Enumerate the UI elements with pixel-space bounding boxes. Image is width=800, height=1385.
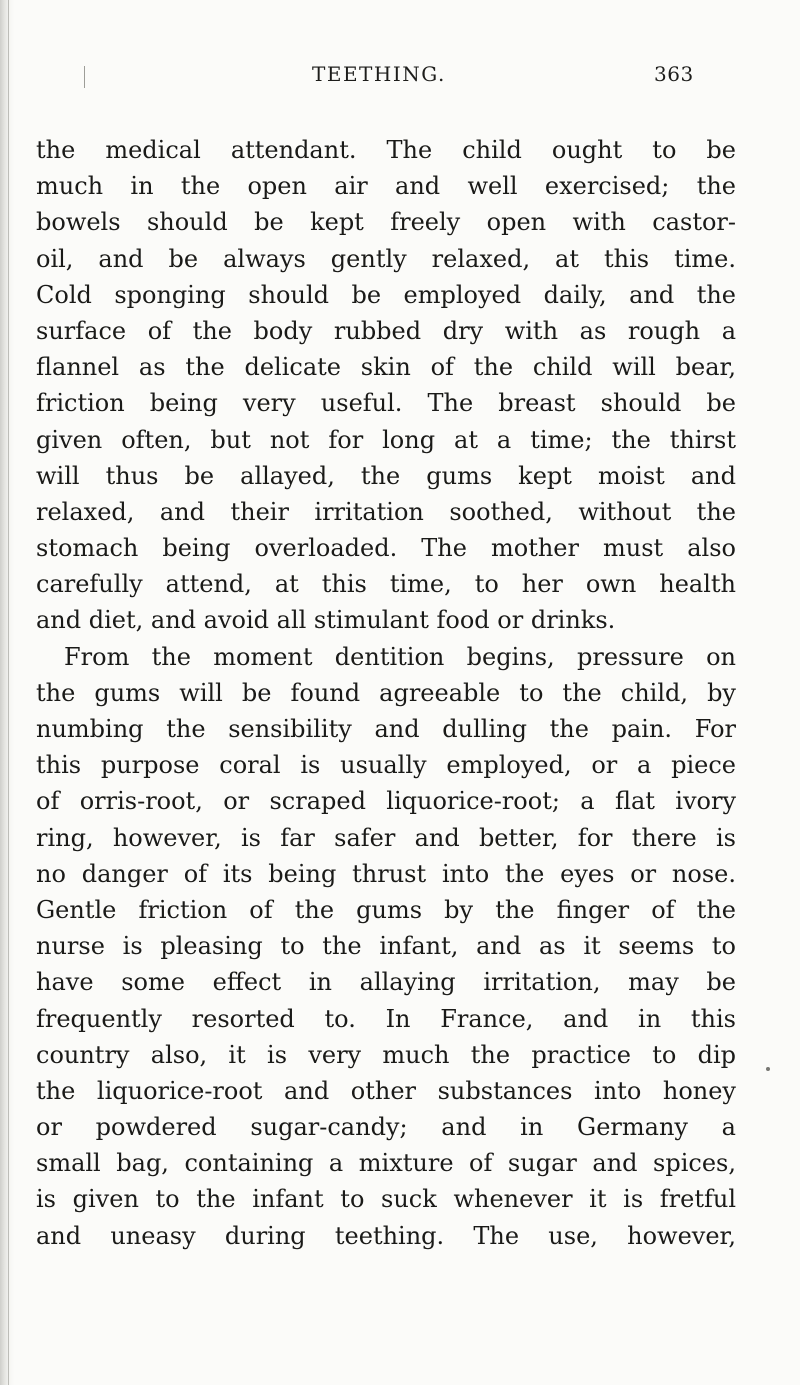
text-line: nurse is pleasing to the infant, and as it seems to xyxy=(36,932,736,961)
text-line: surface of the body rubbed dry with as rough a xyxy=(36,316,736,345)
text-line: country also, it is very much the practice to dip xyxy=(36,1040,736,1069)
text-line: relaxed, and their irritation soothed, without the xyxy=(36,497,736,526)
text-line: much in the open air and well exercised; the xyxy=(36,172,736,201)
text-line: no danger of its being thrust into the eyes or nose. xyxy=(36,859,736,888)
text-line: and uneasy during teething. The use, however, xyxy=(36,1221,736,1250)
text-line: Cold sponging should be employed daily, and the xyxy=(36,280,736,309)
text-line-paragraph-start: From the moment dentition begins, pressure on xyxy=(64,642,736,671)
page-number: 363 xyxy=(654,62,694,86)
text-line: bowels should be kept freely open with castor- xyxy=(36,208,736,237)
page-gutter-shadow xyxy=(0,0,14,1385)
page-header xyxy=(0,62,800,102)
text-line: is given to the infant to suck whenever it is fretful xyxy=(36,1185,736,1214)
paper-speck xyxy=(766,1067,770,1071)
text-line: or powdered sugar-candy; and in Germany a xyxy=(36,1113,736,1142)
text-line: friction being very useful. The breast should be xyxy=(36,389,736,418)
text-line: the medical attendant. The child ought to be xyxy=(36,136,736,164)
text-line: of orris-root, or scraped liquorice-root; a flat ivory xyxy=(36,787,736,816)
text-line: oil, and be always gently relaxed, at this time. xyxy=(36,244,736,273)
text-line: this purpose coral is usually employed, or a piece xyxy=(36,751,736,780)
text-line: the gums will be found agreeable to the child, by xyxy=(36,678,736,707)
text-line: given often, but not for long at a time; the thirst xyxy=(36,425,736,454)
running-head: TEETHING. xyxy=(312,62,446,86)
text-line: ring, however, is far safer and better, for there is xyxy=(36,823,736,852)
text-line: small bag, containing a mixture of sugar and spices, xyxy=(36,1149,736,1178)
text-line: and diet, and avoid all stimulant food or drinks. xyxy=(36,606,616,635)
text-line: stomach being overloaded. The mother must also xyxy=(36,534,736,563)
text-line: the liquorice-root and other substances into honey xyxy=(36,1076,736,1105)
text-line: carefully attend, at this time, to her own health xyxy=(36,570,736,599)
text-line: Gentle friction of the gums by the finger of the xyxy=(36,895,736,924)
page-gutter-line xyxy=(8,0,9,1385)
text-line: will thus be allayed, the gums kept moist and xyxy=(36,461,736,490)
text-line: frequently resorted to. In France, and in this xyxy=(36,1004,736,1033)
text-line: have some effect in allaying irritation, may be xyxy=(36,968,736,997)
text-line: numbing the sensibility and dulling the pain. For xyxy=(36,715,736,743)
body-text xyxy=(36,132,736,1254)
text-line: flannel as the delicate skin of the child will bear, xyxy=(36,353,736,382)
